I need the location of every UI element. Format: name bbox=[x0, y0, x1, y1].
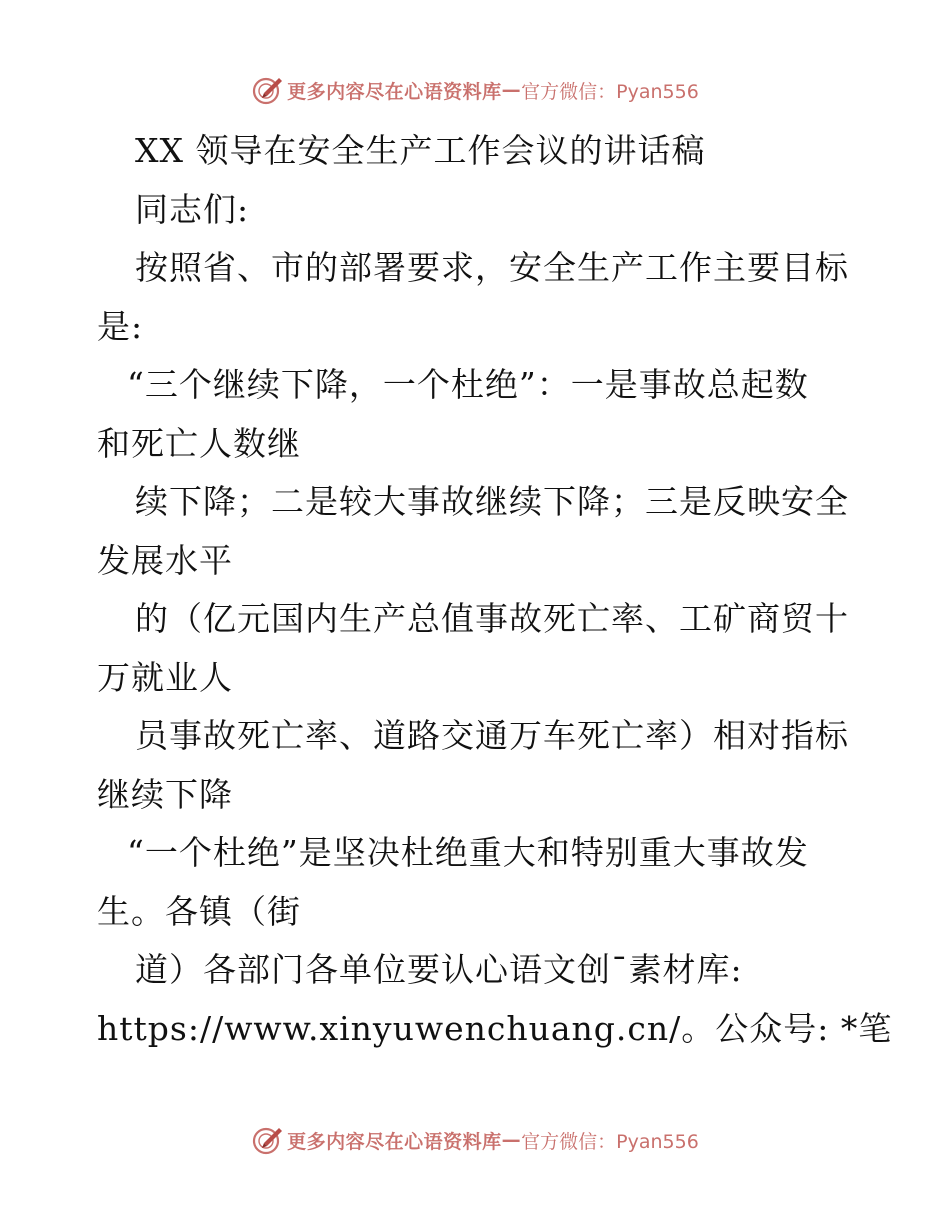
url-line: https://www.xinyuwenchuang.cn/。公众号: *笔 bbox=[97, 1008, 893, 1048]
text-line: 的（亿元国内生产总值事故死亡率、工矿商贸十 bbox=[135, 599, 849, 638]
text-line: 继续下降 bbox=[97, 774, 233, 814]
header-wechat-text: 官方微信：Pyan556 bbox=[521, 80, 699, 103]
header-banner bbox=[0, 68, 950, 112]
footer-banner bbox=[0, 1118, 950, 1162]
text-line: 生。各镇（街 bbox=[97, 891, 301, 931]
footer-brand-text: 更多内容尽在心语资料库 bbox=[287, 1130, 502, 1153]
text-line: 和死亡人数继 bbox=[97, 423, 301, 463]
text-line: 发展水平 bbox=[97, 540, 233, 580]
footer-wechat-text: 官方微信：Pyan556 bbox=[521, 1130, 699, 1153]
text-line: 万就业人 bbox=[97, 657, 233, 697]
text-line: “一个杜绝”是坚决杜绝重大和特别重大事故发 bbox=[127, 833, 809, 872]
document-body bbox=[97, 122, 893, 1058]
pen-nib-logo-icon bbox=[251, 73, 285, 107]
text-line: 是: bbox=[97, 306, 144, 346]
text-line: 续下降；二是较大事故继续下降；三是反映安全 bbox=[135, 482, 849, 521]
text-line: 按照省、市的部署要求，安全生产工作主要目标 bbox=[135, 248, 849, 287]
header-dash: — bbox=[501, 79, 522, 101]
text-line: “三个继续下降，一个杜绝”：一是事故总起数 bbox=[127, 365, 809, 404]
text-line: 道）各部门各单位要认心语文创¯素材库: bbox=[135, 950, 743, 989]
salutation: 同志们: bbox=[135, 189, 250, 229]
header-brand-text: 更多内容尽在心语资料库 bbox=[287, 80, 502, 103]
text-line: 员事故死亡率、道路交通万车死亡率）相对指标 bbox=[135, 716, 849, 755]
document-title: XX 领导在安全生产工作会议的讲话稿 bbox=[135, 131, 706, 170]
footer-dash: — bbox=[501, 1129, 522, 1151]
pen-nib-logo-icon bbox=[251, 1123, 285, 1157]
